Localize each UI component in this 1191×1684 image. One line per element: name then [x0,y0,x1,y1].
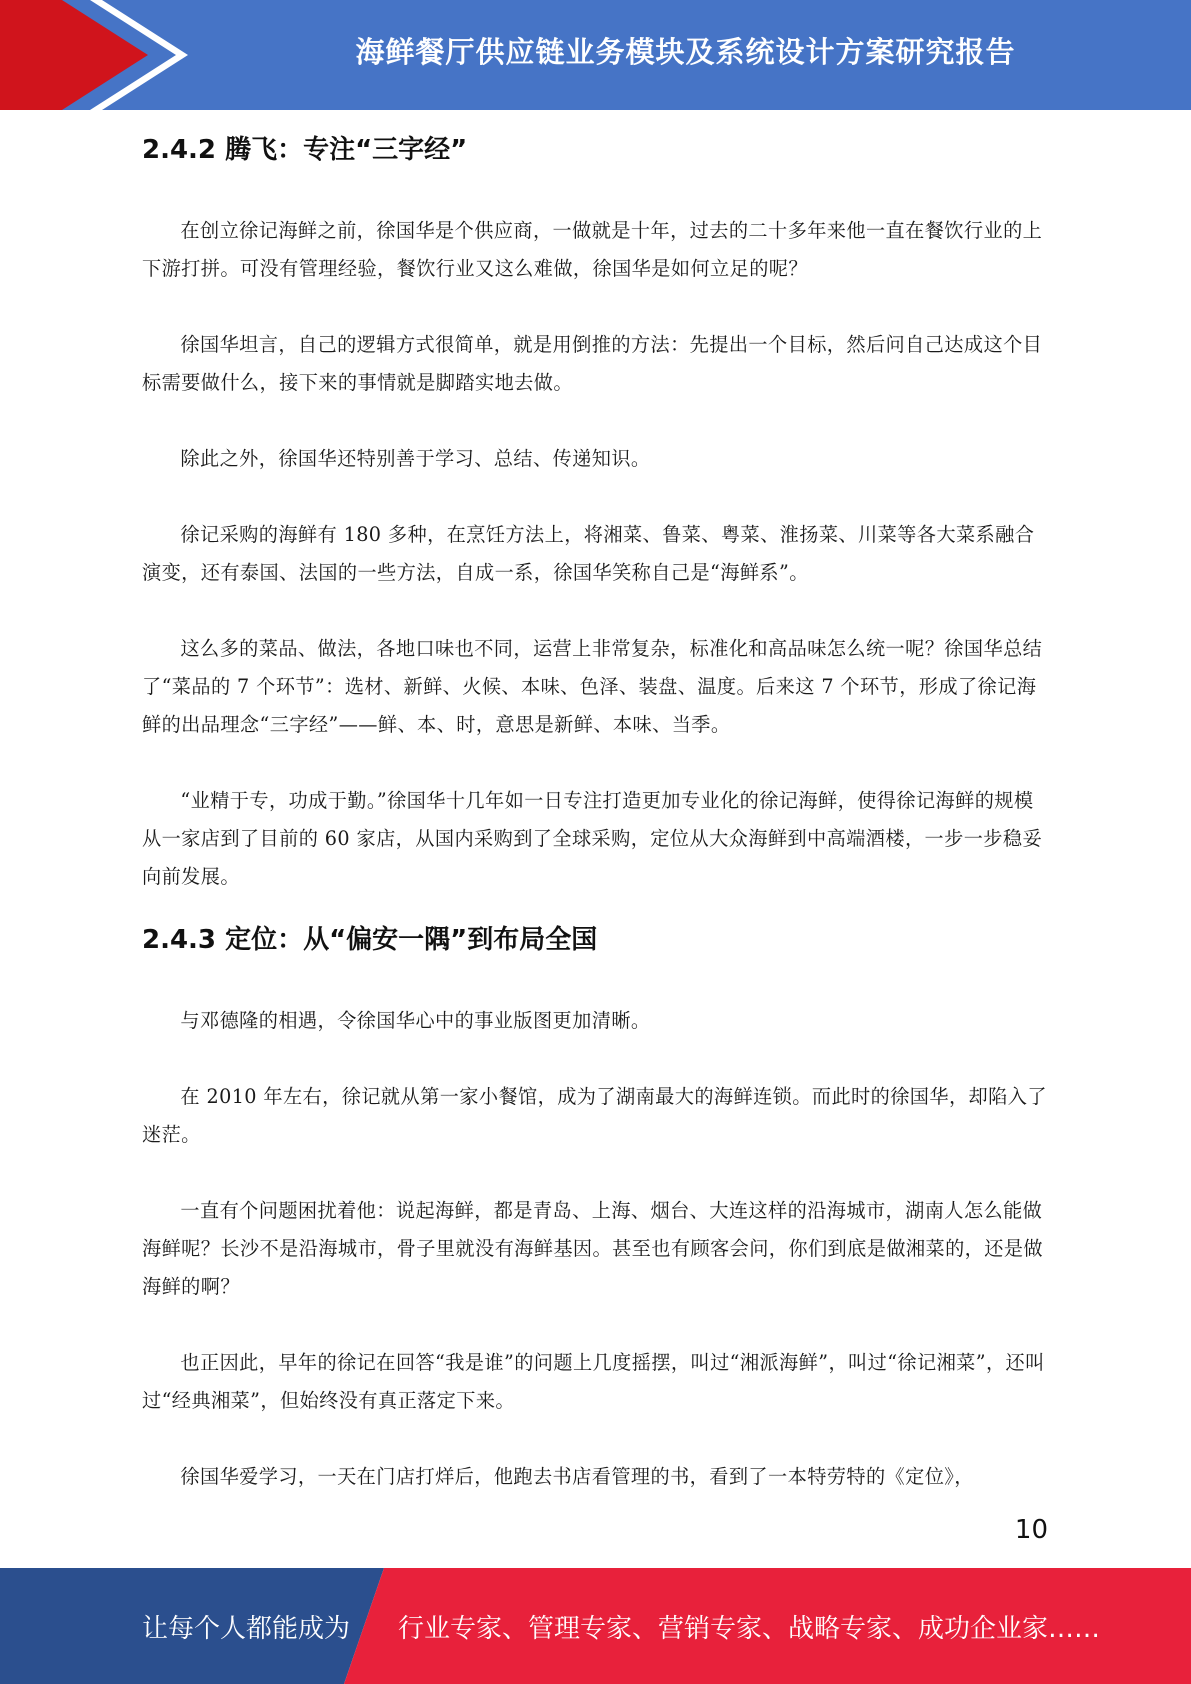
paragraph: 一直有个问题困扰着他：说起海鲜，都是青岛、上海、烟台、大连这样的沿海城市，湖南人怎么能做海鲜呢？长沙不是沿海城市，骨子里就没有海鲜基因。甚至也有顾客会问，你们到底是做湘菜的，还是做海鲜的啊？ [142,1199,1044,1298]
paragraph: 徐国华坦言，自己的逻辑方式很简单，就是用倒推的方法：先提出一个目标，然后问自己达成这个目标需要做什么，接下来的事情就是脚踏实地去做。 [142,333,1043,394]
paragraph: 在创立徐记海鲜之前，徐国华是个供应商，一做就是十年，过去的二十多年来他一直在餐饮行业的上下游打拼。可没有管理经验，餐饮行业又这么难做，徐国华是如何立足的呢？ [142,219,1043,280]
section-heading-2-4-2: 2.4.2 腾飞：专注“三字经” [142,135,468,165]
footer-slogan-right: 行业专家、管理专家、营销专家、战略专家、成功企业家…… [398,1613,1101,1644]
page-header [0,0,1191,110]
paragraph: “业精于专，功成于勤。”徐国华十几年如一日专注打造更加专业化的徐记海鲜，使得徐记海鲜的规模从一家店到了目前的 60 家店，从国内采购到了全球采购，定位从大众海鲜到中高端酒楼，一步一步稳妥向前发展。 [142,789,1043,888]
page-footer [0,1568,1191,1684]
page-number: 10 [1014,1515,1048,1545]
paragraph: 在 2010 年左右，徐记就从第一家小餐馆，成为了湖南最大的海鲜连锁。而此时的徐国华，却陷入了迷茫。 [142,1085,1047,1146]
report-title: 海鲜餐厅供应链业务模块及系统设计方案研究报告 [355,34,1016,69]
paragraph: 徐记采购的海鲜有 180 多种，在烹饪方法上，将湘菜、鲁菜、粤菜、淮扬菜、川菜等各大菜系融合演变，还有泰国、法国的一些方法，自成一系，徐国华笑称自己是“海鲜系”。 [142,523,1035,584]
section-heading-2-4-3: 2.4.3 定位：从“偏安一隅”到布局全国 [142,925,598,955]
paragraph: 除此之外，徐国华还特别善于学习、总结、传递知识。 [180,447,651,470]
paragraph: 徐国华爱学习，一天在门店打烊后，他跑去书店看管理的书，看到了一本特劳特的《定位》， [180,1465,974,1488]
paragraph: 也正因此，早年的徐记在回答“我是谁”的问题上几度摇摆，叫过“湘派海鲜”，叫过“徐记湘菜”，还叫过“经典湘菜”，但始终没有真正落定下来。 [142,1351,1045,1412]
footer-slogan-left: 让每个人都能成为 [142,1613,351,1644]
paragraph: 这么多的菜品、做法，各地口味也不同，运营上非常复杂，标准化和高品味怎么统一呢？徐国华总结了“菜品的 7 个环节”：选材、新鲜、火候、本味、色泽、装盘、温度。后来这 7 个环节，形成了徐记海鲜的出品理念“三字经”——鲜、本、时，意思是新鲜、本味、当季。 [142,637,1043,736]
document-body [142,120,1047,1496]
paragraph: 与邓德隆的相遇，令徐国华心中的事业版图更加清晰。 [180,1009,651,1032]
